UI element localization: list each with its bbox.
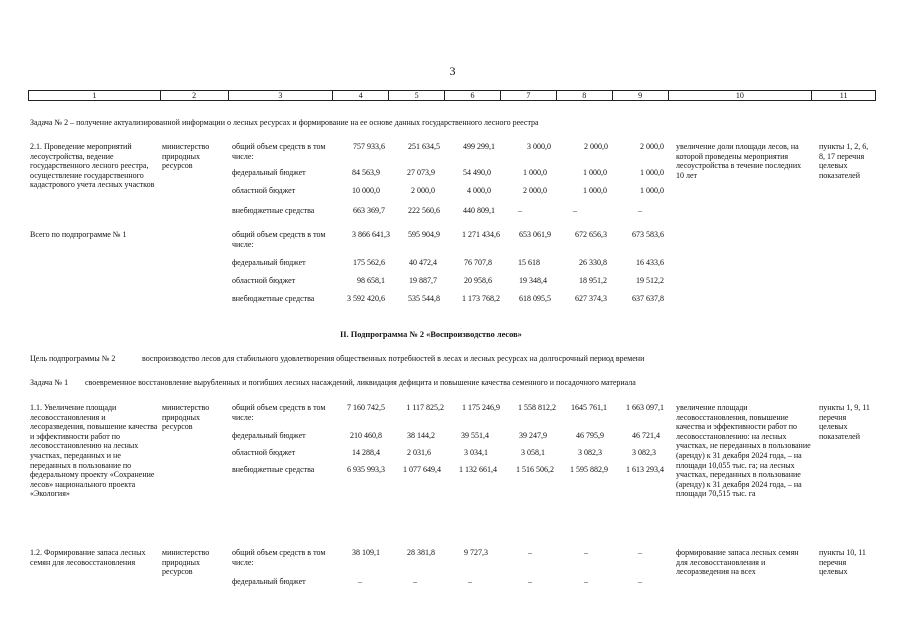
- item-2-1-source-regional: областной бюджет: [232, 186, 296, 195]
- value-cell: 4 000,0: [467, 186, 491, 195]
- total-source-extrabudget: внебюджетные средства: [232, 294, 315, 303]
- column-number-row: [28, 90, 876, 101]
- value-cell: 673 583,6: [632, 230, 664, 239]
- value-cell: 15 618: [518, 258, 540, 267]
- value-cell: 46 721,4: [632, 431, 660, 440]
- value-cell: 3 058,1: [521, 448, 545, 457]
- value-cell: 76 707,8: [464, 258, 492, 267]
- total-source-total: общий объем средств в том числе:: [232, 230, 326, 249]
- value-cell: 1 132 661,4: [459, 465, 497, 474]
- item-1-1-executor: министерство природных ресурсов: [162, 403, 210, 432]
- value-cell: 6 935 993,3: [347, 465, 385, 474]
- value-cell: 2 000,0: [523, 186, 547, 195]
- value-cell: 40 472,4: [409, 258, 437, 267]
- value-cell: 595 904,9: [408, 230, 440, 239]
- item-2-1-indicator-ref: пункты 1, 2, 6, 8, 17 перечня целевых показателей: [819, 142, 869, 180]
- value-cell: 19 348,4: [519, 276, 547, 285]
- value-cell: 1 595 882,9: [570, 465, 608, 474]
- value-cell: 251 634,5: [408, 142, 440, 151]
- value-cell: 663 369,7: [353, 206, 385, 215]
- col-number: 8: [556, 91, 612, 100]
- value-cell: 757 933,6: [353, 142, 385, 151]
- col-number: 6: [444, 91, 500, 100]
- value-cell: 38 109,1: [352, 548, 380, 557]
- value-cell: 10 000,0: [352, 186, 380, 195]
- value-cell: –: [584, 577, 588, 586]
- value-cell: 175 562,6: [353, 258, 385, 267]
- value-cell: 1 613 293,4: [626, 465, 664, 474]
- value-cell: 1 077 649,4: [403, 465, 441, 474]
- value-cell: 20 958,6: [464, 276, 492, 285]
- page-number: 3: [449, 64, 456, 78]
- value-cell: 1 000,0: [640, 186, 664, 195]
- value-cell: 440 809,1: [463, 206, 495, 215]
- value-cell: 18 951,2: [579, 276, 607, 285]
- value-cell: –: [638, 206, 642, 215]
- item-2-1-source-total: общий объем средств в том числе:: [232, 142, 326, 161]
- value-cell: –: [413, 577, 417, 586]
- item-1-2-executor: министерство природных ресурсов: [162, 548, 210, 577]
- value-cell: 27 073,9: [407, 168, 435, 177]
- value-cell: 14 288,4: [352, 448, 380, 457]
- col-number: 3: [228, 91, 333, 100]
- value-cell: –: [518, 206, 522, 215]
- value-cell: 1 000,0: [583, 168, 607, 177]
- item-1-1-indicator-ref: пункты 1, 9, 11 перечня целевых показателей: [819, 403, 870, 441]
- item-2-1-source-extrabudget: внебюджетные средства: [232, 206, 315, 215]
- subprogram-2-heading: II. Подпрограмма № 2 «Воспроизводство лесов»: [340, 330, 522, 339]
- value-cell: 3 866 641,3: [352, 230, 390, 239]
- value-cell: 2 000,0: [640, 142, 664, 151]
- item-2-1-result: увеличение доли площади лесов, на которой проведены мероприятия лесоустройства в течение последних 10 лет: [676, 142, 802, 180]
- value-cell: 1 663 097,1: [626, 403, 664, 412]
- item-1-1-result: увеличение площади лесовосстановления, повышение качества и эффективности работ по лесовосстановлению: на лесных участках, не переданных в пользование (аренду) к 31 декабря 2024 года, – на площади 10,055 тыс. га; на лесных участках, переданных в пользование (аренду) к 31 декабря 2024 года, – на площади 70,515 тыс. га: [676, 403, 811, 499]
- item-1-1-source-extrabudget: внебюджетные средства: [232, 465, 315, 474]
- value-cell: 653 061,9: [519, 230, 551, 239]
- value-cell: 1 117 825,2: [406, 403, 444, 412]
- col-number: 1: [92, 91, 97, 100]
- value-cell: 54 490,0: [463, 168, 491, 177]
- value-cell: 26 330,8: [579, 258, 607, 267]
- value-cell: –: [584, 548, 588, 557]
- value-cell: 535 544,8: [408, 294, 440, 303]
- item-2-1-name: 2.1. Проведение мероприятий лесоустройства, ведение государственного лесного реестра, осуществление государственного кадастрового учета лесных участков: [30, 142, 155, 190]
- value-cell: –: [638, 548, 642, 557]
- value-cell: 3 000,0: [527, 142, 551, 151]
- value-cell: 618 095,5: [519, 294, 551, 303]
- task-1-label: Задача № 1: [30, 378, 69, 387]
- value-cell: 1 558 812,2: [518, 403, 556, 412]
- value-cell: 98 658,1: [357, 276, 385, 285]
- item-1-2-name: 1.2. Формирование запаса лесных семян для лесовосстановления: [30, 548, 146, 567]
- item-1-1-source-total: общий объем средств в том числе:: [232, 403, 326, 422]
- value-cell: –: [358, 577, 362, 586]
- value-cell: 1 516 506,2: [516, 465, 554, 474]
- task-2-title: Задача № 2 – получение актуализированной информации о лесных ресурсах и формирование на ее основе данных государственного лесного реестра: [30, 118, 539, 127]
- item-1-1-name: 1.1. Увеличение площади лесовосстановления и лесоразведения, повышение качества и эффективности работ по лесовосстановлению на лесных участках, переданных и не переданных в пользование по федеральному проекту «Сохранение лесов» национального проекта «Экология»: [30, 403, 158, 499]
- item-1-2-result: формирование запаса лесных семян для лесовосстановления и лесоразведения на всех: [676, 548, 799, 577]
- value-cell: 19 512,2: [636, 276, 664, 285]
- item-1-1-source-federal: федеральный бюджет: [232, 431, 306, 440]
- goal-label: Цель подпрограммы № 2: [30, 354, 116, 363]
- value-cell: 39 247,9: [519, 431, 547, 440]
- total-subprogram-1-label: Всего по подпрограмме № 1: [30, 230, 127, 239]
- value-cell: 16 433,6: [636, 258, 664, 267]
- value-cell: 1 000,0: [640, 168, 664, 177]
- value-cell: 2 000,0: [411, 186, 435, 195]
- total-source-regional: областной бюджет: [232, 276, 296, 285]
- value-cell: 3 592 420,6: [347, 294, 385, 303]
- value-cell: –: [468, 577, 472, 586]
- value-cell: 3 034,1: [464, 448, 488, 457]
- value-cell: 1 175 246,9: [462, 403, 500, 412]
- value-cell: –: [528, 577, 532, 586]
- value-cell: 9 727,3: [464, 548, 488, 557]
- value-cell: 222 560,6: [408, 206, 440, 215]
- value-cell: 1 271 434,6: [462, 230, 500, 239]
- value-cell: 3 082,3: [632, 448, 656, 457]
- value-cell: 46 795,9: [576, 431, 604, 440]
- value-cell: –: [573, 206, 577, 215]
- total-source-federal: федеральный бюджет: [232, 258, 306, 267]
- task-1-text: своевременное восстановление вырубленных и погибших лесных насаждений, ликвидация дефицита и повышение качества семенного и посадочного материала: [85, 378, 636, 387]
- value-cell: 637 637,8: [632, 294, 664, 303]
- goal-text: воспроизводство лесов для стабильного удовлетворения общественных потребностей в лесах и лесных ресурсах на долгосрочный период времени: [142, 354, 645, 363]
- value-cell: 7 160 742,5: [347, 403, 385, 412]
- col-number: 7: [500, 91, 556, 100]
- value-cell: 1645 761,1: [571, 403, 607, 412]
- value-cell: 2 000,0: [584, 142, 608, 151]
- value-cell: 28 381,8: [407, 548, 435, 557]
- item-1-2-source-federal: федеральный бюджет: [232, 577, 306, 586]
- col-number: 9: [612, 91, 668, 100]
- value-cell: 3 082,3: [578, 448, 602, 457]
- value-cell: 1 173 768,2: [462, 294, 500, 303]
- value-cell: –: [528, 548, 532, 557]
- value-cell: 627 374,3: [575, 294, 607, 303]
- value-cell: 672 656,3: [575, 230, 607, 239]
- col-number: 2: [160, 91, 228, 100]
- value-cell: 1 000,0: [583, 186, 607, 195]
- value-cell: 84 563,9: [352, 168, 380, 177]
- value-cell: 1 000,0: [523, 168, 547, 177]
- col-number: 4: [332, 91, 388, 100]
- col-number: 5: [388, 91, 444, 100]
- item-2-1-executor: министерство природных ресурсов: [162, 142, 210, 171]
- value-cell: 38 144,2: [407, 431, 435, 440]
- value-cell: –: [638, 577, 642, 586]
- value-cell: 19 887,7: [409, 276, 437, 285]
- col-number: 10: [668, 91, 812, 100]
- item-1-1-source-regional: областной бюджет: [232, 448, 296, 457]
- item-1-2-source-total: общий объем средств в том числе:: [232, 548, 326, 567]
- item-2-1-source-federal: федеральный бюджет: [232, 168, 306, 177]
- value-cell: 499 299,1: [463, 142, 495, 151]
- value-cell: 2 031,6: [407, 448, 431, 457]
- value-cell: 210 460,8: [350, 431, 382, 440]
- value-cell: 39 551,4: [461, 431, 489, 440]
- item-1-2-indicator-ref: пункты 10, 11 перечня целевых: [819, 548, 866, 577]
- col-number: 11: [811, 91, 875, 100]
